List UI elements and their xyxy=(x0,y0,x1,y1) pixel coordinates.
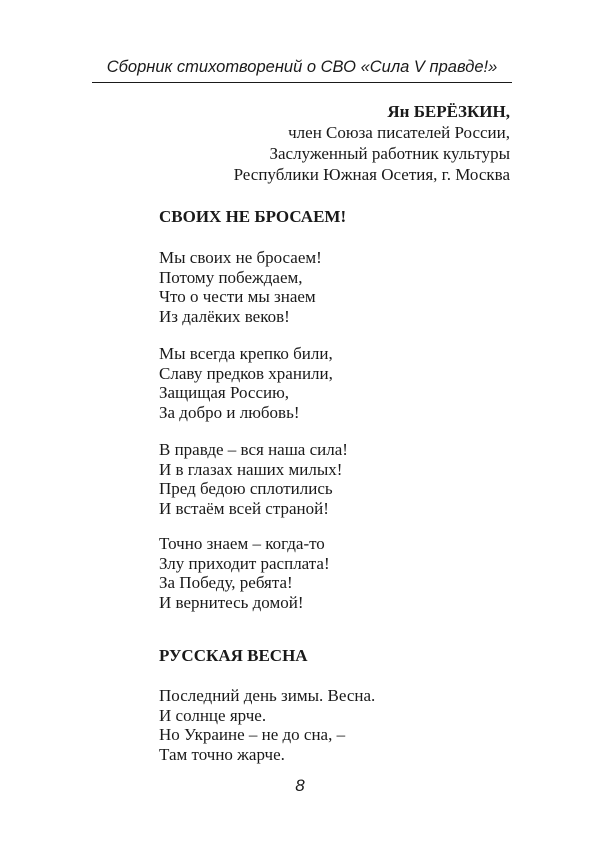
author-credential-line: Заслуженный работник культуры xyxy=(269,144,510,163)
poem-line: Пред бедою сплотились xyxy=(159,479,333,498)
poem-line: Потому побеждаем, xyxy=(159,267,303,287)
poem-line: Мы всегда крепко били, xyxy=(159,344,333,363)
poem-line: За Победу, ребята! xyxy=(159,573,293,592)
poem-line: Славу предков хранили, xyxy=(159,363,333,383)
poem-line: Последний день зимы. Весна. xyxy=(159,686,376,705)
poem-stanza xyxy=(159,440,348,518)
poem-line: И в глазах наших милых! xyxy=(159,459,343,479)
poem-line: За добро и любовь! xyxy=(159,402,300,422)
poem-stanza xyxy=(159,344,333,422)
author-credential-line: член Союза писателей России, xyxy=(288,123,510,142)
author-credential-line: Республики Южная Осетия, г. Москва xyxy=(233,165,510,184)
poem-line: Но Украине – не до сна, – xyxy=(159,725,346,744)
poem-line: И вернитесь домой! xyxy=(159,592,304,612)
poem-stanza xyxy=(159,248,322,326)
poem-line: И встаём всей страной! xyxy=(159,498,329,518)
poem-title: СВОИХ НЕ БРОСАЕМ! xyxy=(159,207,347,226)
poem-title: РУССКАЯ ВЕСНА xyxy=(159,646,308,665)
running-header: Сборник стихотворений о СВО «Сила V правде!» xyxy=(106,58,498,76)
poem-line: Точно знаем – когда-то xyxy=(159,534,325,553)
page-number: 8 xyxy=(295,776,305,795)
header-divider xyxy=(92,82,512,83)
poem-line: Злу приходит расплата! xyxy=(159,553,330,573)
poem-line: В правде – вся наша сила! xyxy=(159,440,348,459)
poem-line: Что о чести мы знаем xyxy=(159,287,316,306)
poem-stanza xyxy=(159,686,375,764)
author-block xyxy=(234,101,510,185)
poem-line: Из далёких веков! xyxy=(159,306,290,326)
poem-line: Там точно жарче. xyxy=(159,744,285,764)
poem-line: Защищая Россию, xyxy=(159,383,290,402)
author-name: Ян БЕРЁЗКИН, xyxy=(387,102,510,121)
poem-line: Мы своих не бросаем! xyxy=(159,248,322,267)
poem-line: И солнце ярче. xyxy=(159,705,267,725)
poem-stanza xyxy=(159,534,330,612)
